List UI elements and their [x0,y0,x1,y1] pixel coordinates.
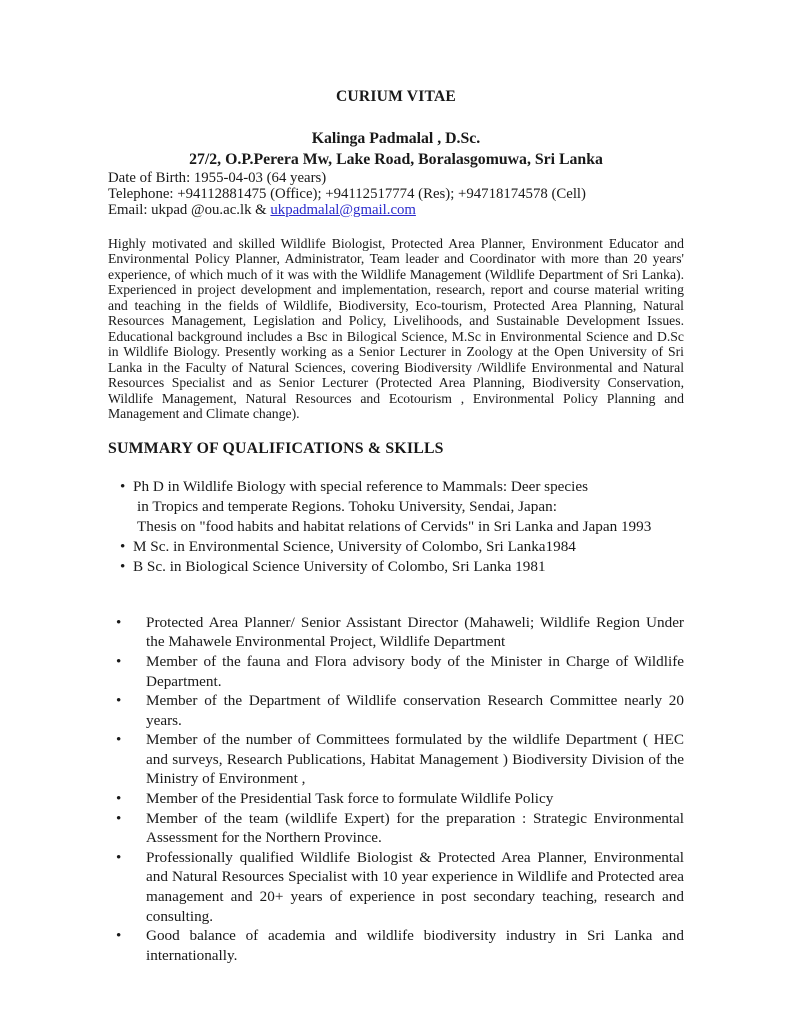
qualification-line: in Tropics and temperate Regions. Tohoku University, Sendai, Japan: [137,497,557,515]
qualification-line: Thesis on "food habits and habitat relations of Cervids" in Sri Lanka and Japan 1993 [137,517,652,535]
email-label: Email: ukpad @ou.ac.lk & [108,201,271,218]
experience-item: • Member of the Presidential Task force to formulate Wildlife Policy [116,789,684,809]
email-link[interactable]: ukpadmalal@gmail.com [270,201,416,218]
experience-item: • Member of the number of Committees formulated by the wildlife Department ( HEC and surveys, Research Publications, Habitat Management ) Biodiversity Division of the Ministry of Environment , [116,730,684,789]
profile-summary-paragraph: Highly motivated and skilled Wildlife Biologist, Protected Area Planner, Environment Educator and Environmental Policy Planner, Administrator, Team leader and Coordinator with more than 20 years' experience, of which much of it was with the Wildlife Management (Wildlife Department of Sri Lanka). Experienced in project development and implementation, research, report and course material writing and teaching in the fields of Wildlife, Biodiversity, Eco-tourism, Protected Area Planning, Natural Resources Management, Legislation and Policy, Livelihoods, and Sustainable Development Issues. Educational background includes a Bsc in Bilogical Science, M.Sc in Environmental Science and D.Sc in Wildlife Biology. Presently working as a Senior Lecturer in Zoology at the Open University of Sri Lanka in the Faculty of Natural Sciences, covering Biodiversity /Wildlife Environmental and Natural Resources Specialist and as Senior Lecturer (Protected Area Planning, Biodiversity Conservation, Wildlife Management, Natural Resources and Ecotourism , Environmental Policy Planning and Management and Climate change). [108,235,684,422]
experience-list [116,613,684,966]
telephone-line: Telephone: +94112881475 (Office); +94112517774 (Res); +94718174578 (Cell) [108,185,586,202]
section-heading-qualifications: SUMMARY OF QUALIFICATIONS & SKILLS [108,439,444,457]
experience-item: • Protected Area Planner/ Senior Assistant Director (Mahaweli; Wildlife Region Under the Mahawele Environmental Project, Wildlife Department [116,613,684,652]
experience-item: • Member of the Department of Wildlife conservation Research Committee nearly 20 years. [116,691,684,730]
qualification-item-msc: • M Sc. in Environmental Science, University of Colombo, Sri Lanka1984 [120,537,684,557]
experience-item: • Professionally qualified Wildlife Biologist & Protected Area Planner, Environmental and Natural Resources Specialist with 10 year experience in Wildlife and Protected area management and 20+ years of experience in post secondary teaching, research and consulting. [116,848,684,926]
qualifications-list [120,477,684,577]
date-of-birth-line: Date of Birth: 1955-04-03 (64 years) [108,170,327,186]
contact-block [108,171,684,219]
document-title: CURIUM VITAE [335,88,457,105]
person-address: 27/2, O.P.Perera Mw, Lake Road, Boralasgomuwa, Sri Lanka [189,151,603,168]
experience-item: • Member of the team (wildlife Expert) for the preparation : Strategic Environmental Assessment for the Northern Province. [116,809,684,848]
qualification-item-bsc: • B Sc. in Biological Science University of Colombo, Sri Lanka 1981 [120,557,684,577]
experience-item: • Good balance of academia and wildlife biodiversity industry in Sri Lanka and internationally. [116,926,684,965]
qualification-item-phd [120,477,684,537]
experience-item: • Member of the fauna and Flora advisory body of the Minister in Charge of Wildlife Department. [116,652,684,691]
email-line [108,203,684,219]
person-name: Kalinga Padmalal , D.Sc. [311,130,481,147]
qualification-line: • Ph D in Wildlife Biology with special reference to Mammals: Deer species [133,477,589,495]
